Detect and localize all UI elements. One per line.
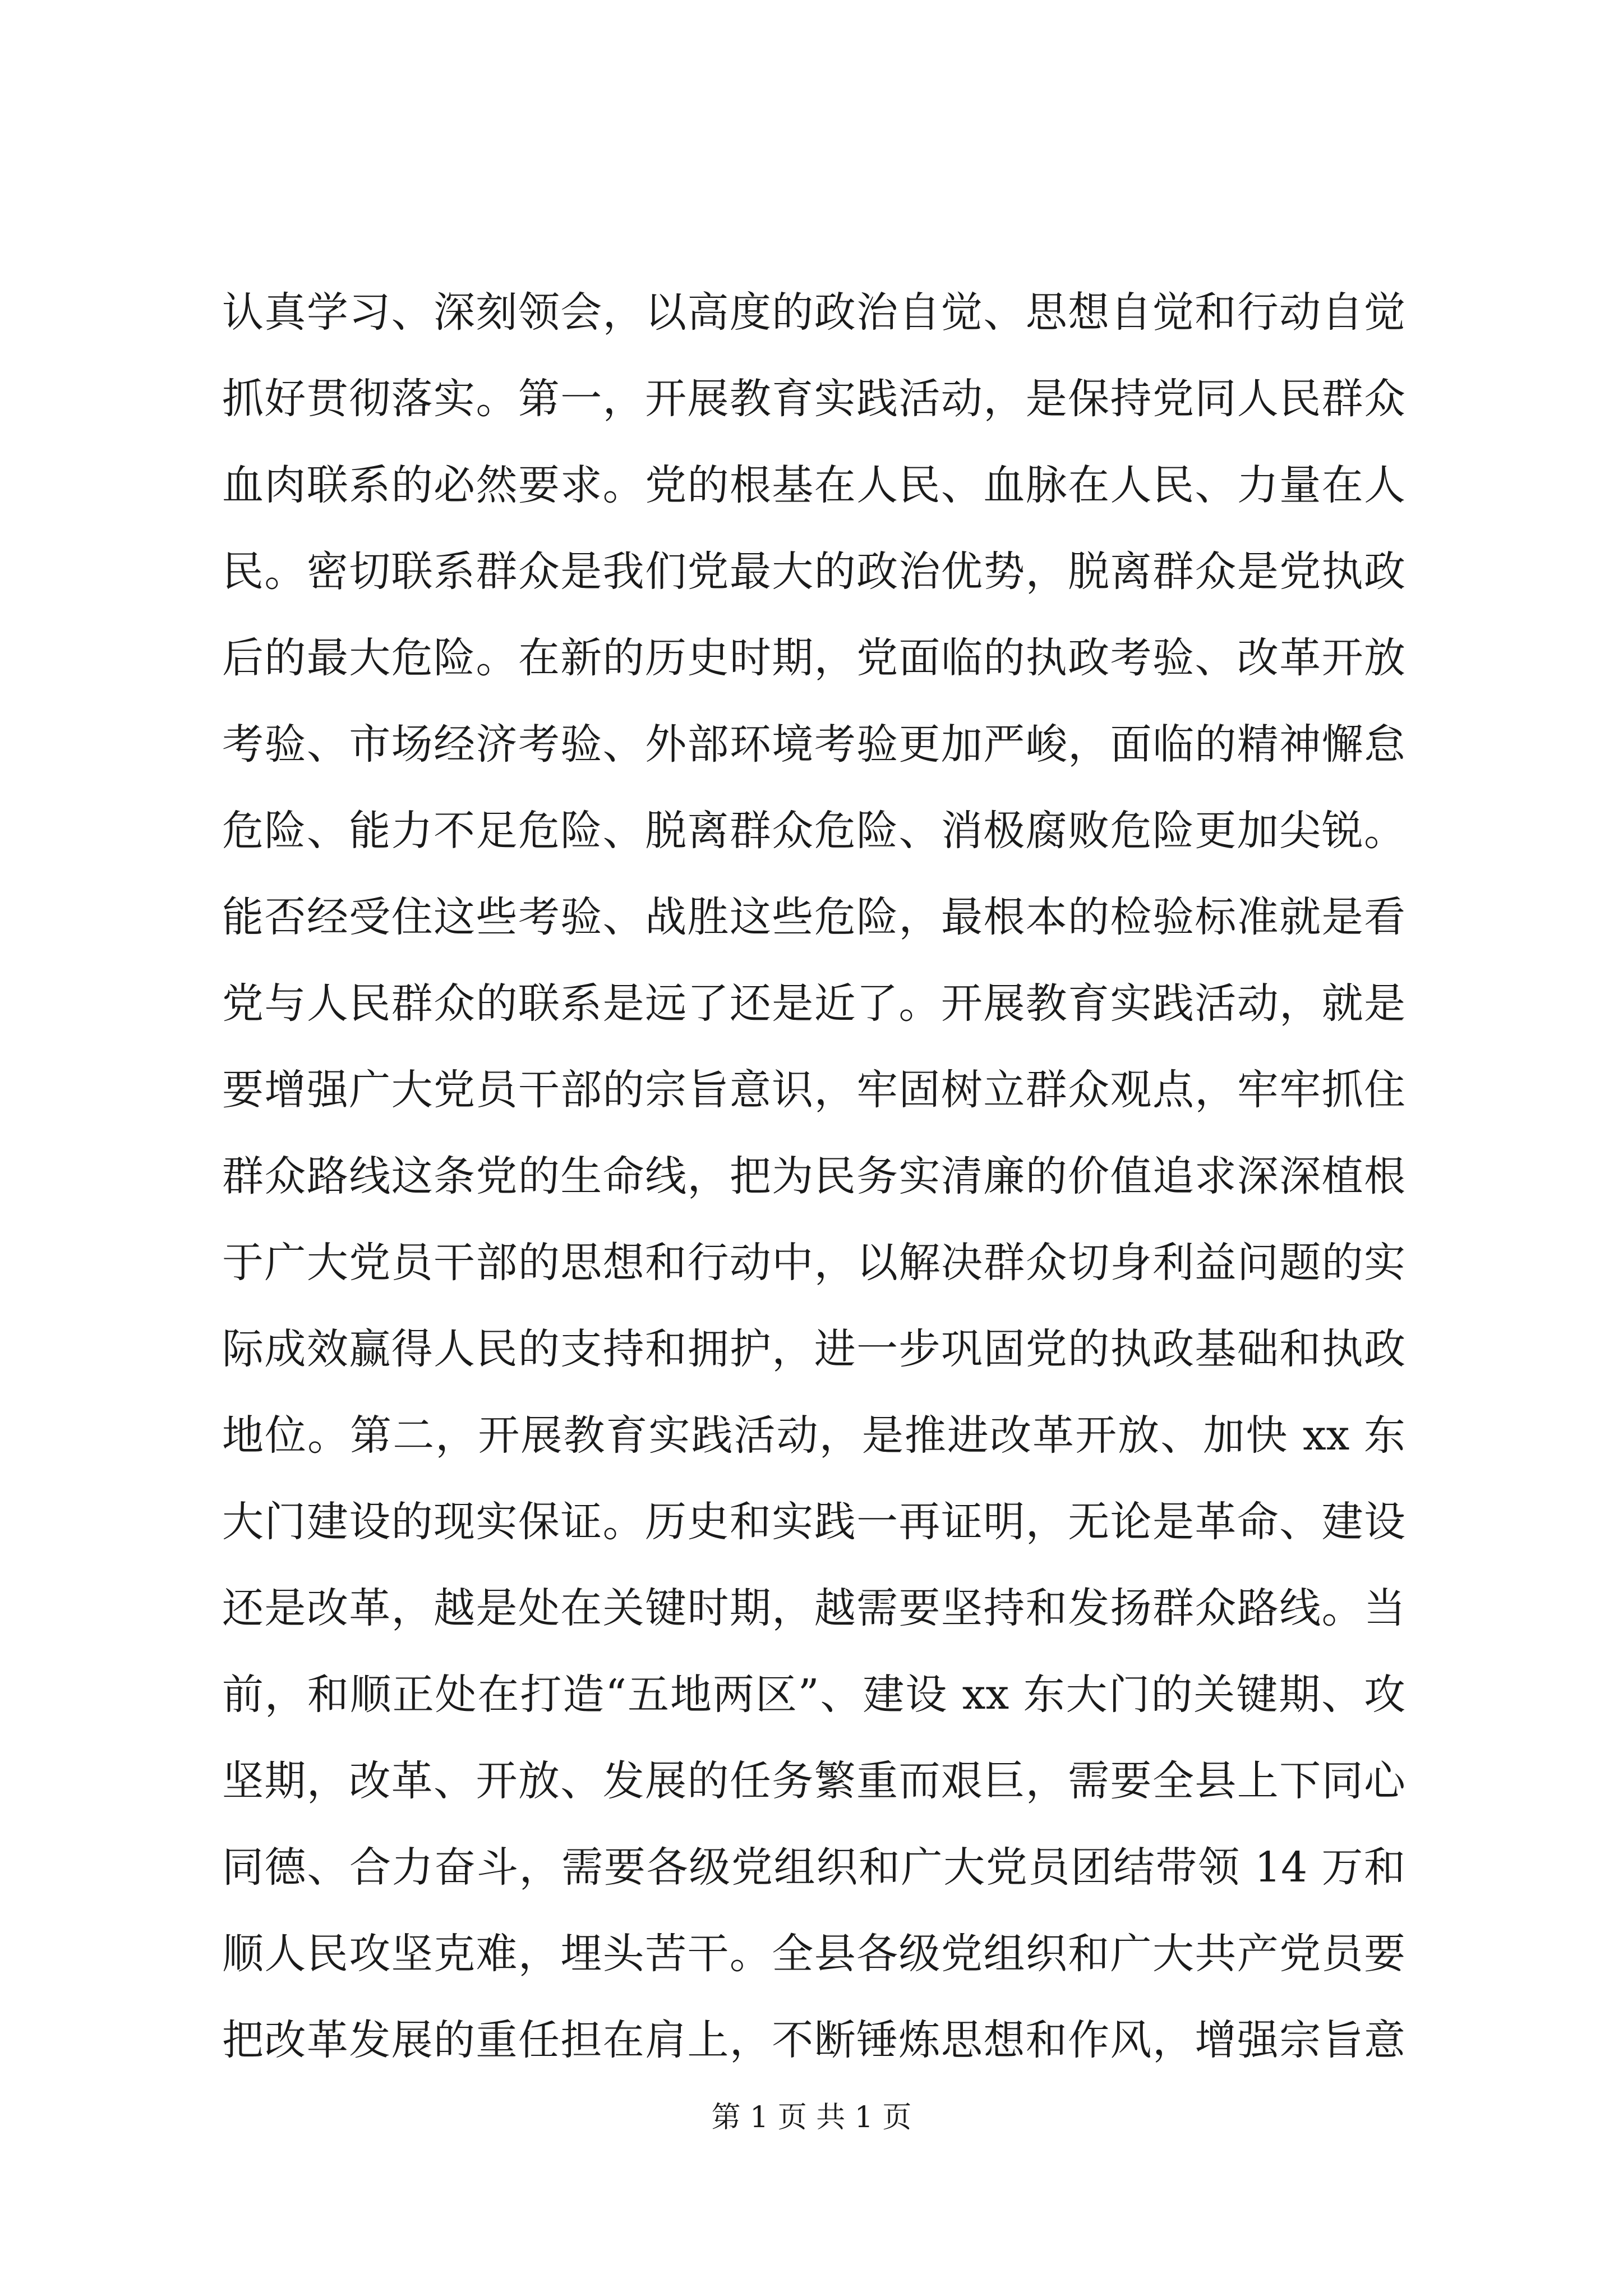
text-line: 于广大党员干部的思想和行动中，以解决群众切身利益问题的实 [222, 1239, 1405, 1287]
text-line: 血肉联系的必然要求。党的根基在人民、血脉在人民、力量在人 [222, 461, 1405, 509]
text-line: 要增强广大党员干部的宗旨意识，牢固树立群众观点，牢牢抓住 [222, 1066, 1405, 1114]
text-line: 党与人民群众的联系是远了还是近了。开展教育实践活动，就是 [222, 979, 1405, 1028]
text-line: 顺人民攻坚克难，埋头苦干。全县各级党组织和广大共产党员要 [222, 1930, 1405, 1978]
text-line: 同德、合力奋斗，需要各级党组织和广大党员团结带领 14 万和 [222, 1843, 1405, 1892]
body-text [222, 269, 1405, 2083]
text-line: 际成效赢得人民的支持和拥护，进一步巩固党的执政基础和执政 [222, 1325, 1405, 1373]
text-line: 群众路线这条党的生命线，把为民务实清廉的价值追求深深植根 [222, 1152, 1405, 1200]
text-line: 能否经受住这些考验、战胜这些危险，最根本的检验标准就是看 [222, 893, 1405, 941]
text-line: 抓好贯彻落实。第一，开展教育实践活动，是保持党同人民群众 [222, 375, 1405, 423]
text-line: 还是改革，越是处在关键时期，越需要坚持和发扬群众路线。当 [222, 1584, 1405, 1632]
text-line: 地位。第二，开展教育实践活动，是推进改革开放、加快 xx 东 [222, 1411, 1405, 1460]
text-line: 民。密切联系群众是我们党最大的政治优势，脱离群众是党执政 [222, 547, 1405, 596]
page-number-footer: 第 1 页 共 1 页 [711, 2101, 912, 2134]
text-line: 认真学习、深刻领会，以高度的政治自觉、思想自觉和行动自觉 [222, 288, 1405, 337]
text-line: 危险、能力不足危险、脱离群众危险、消极腐败危险更加尖锐。 [222, 807, 1405, 855]
text-line: 前，和顺正处在打造“五地两区”、建设 xx 东大门的关键期、攻 [222, 1671, 1405, 1719]
text-line: 大门建设的现实保证。历史和实践一再证明，无论是革命、建设 [222, 1498, 1405, 1546]
text-line: 坚期，改革、开放、发展的任务繁重而艰巨，需要全县上下同心 [222, 1757, 1405, 1805]
text-line: 后的最大危险。在新的历史时期，党面临的执政考验、改革开放 [222, 634, 1405, 682]
text-line: 考验、市场经济考验、外部环境考验更加严峻，面临的精神懈怠 [222, 720, 1405, 769]
text-line: 把改革发展的重任担在肩上，不断锤炼思想和作风，增强宗旨意 [222, 2016, 1405, 2064]
